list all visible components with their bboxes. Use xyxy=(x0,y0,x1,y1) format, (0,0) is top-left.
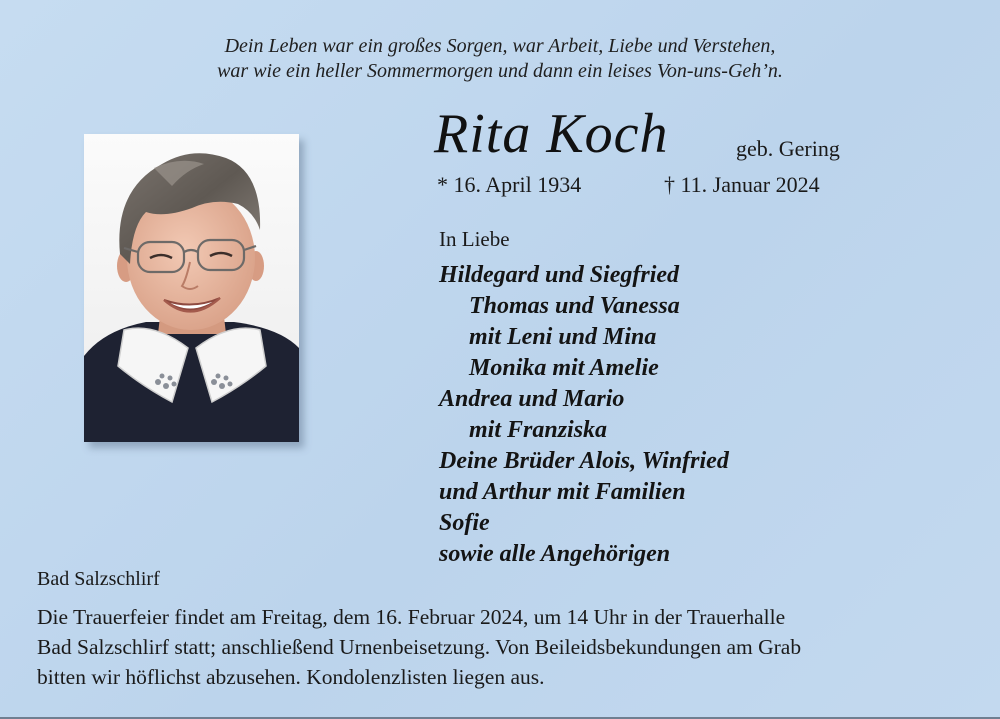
mourner-line: mit Leni und Mina xyxy=(469,324,657,350)
mourner-line: Thomas und Vanessa xyxy=(469,293,680,319)
deceased-name: Rita Koch xyxy=(434,103,669,165)
mourner-line: Deine Brüder Alois, Winfried xyxy=(439,448,729,474)
notice-line-1: Die Trauerfeier findet am Freitag, dem 16. Februar 2024, um 14 Uhr in der Trauerhalle xyxy=(37,605,786,629)
portrait-image xyxy=(84,134,299,442)
notice-line-3: bitten wir höflichst abzusehen. Kondolenzlisten liegen aus. xyxy=(37,665,545,689)
birth-date: * 16. April 1934 xyxy=(437,172,582,197)
funeral-notice xyxy=(37,602,967,692)
mourner-line: mit Franziska xyxy=(469,417,608,443)
mourner-line: Sofie xyxy=(439,510,490,536)
motto-line-1: Dein Leben war ein großes Sorgen, war Arbeit, Liebe und Verstehen, xyxy=(224,35,776,57)
mourner-line: sowie alle Angehörigen xyxy=(439,541,671,567)
mourners-intro: In Liebe xyxy=(439,227,510,251)
deceased-name-row xyxy=(434,102,669,166)
mourners-list xyxy=(439,260,729,570)
notice-line-2: Bad Salzschlirf statt; anschließend Urnenbeisetzung. Von Beileidsbekundungen am Grab xyxy=(37,635,802,659)
mourner-line: Hildegard und Siegfried xyxy=(439,262,680,288)
mourner-line: Monika mit Amelie xyxy=(469,355,659,381)
place-name: Bad Salzschlirf xyxy=(37,568,160,590)
birth-name: geb. Gering xyxy=(736,136,840,161)
portrait-photo xyxy=(84,134,299,442)
motto-line-2: war wie ein heller Sommermorgen und dann ein leises Von-uns-Geh’n. xyxy=(217,60,783,82)
death-date: † 11. Januar 2024 xyxy=(664,172,820,197)
mourner-line: und Arthur mit Familien xyxy=(439,479,686,505)
motto-verse xyxy=(0,34,1000,84)
mourner-line: Andrea und Mario xyxy=(439,386,625,412)
